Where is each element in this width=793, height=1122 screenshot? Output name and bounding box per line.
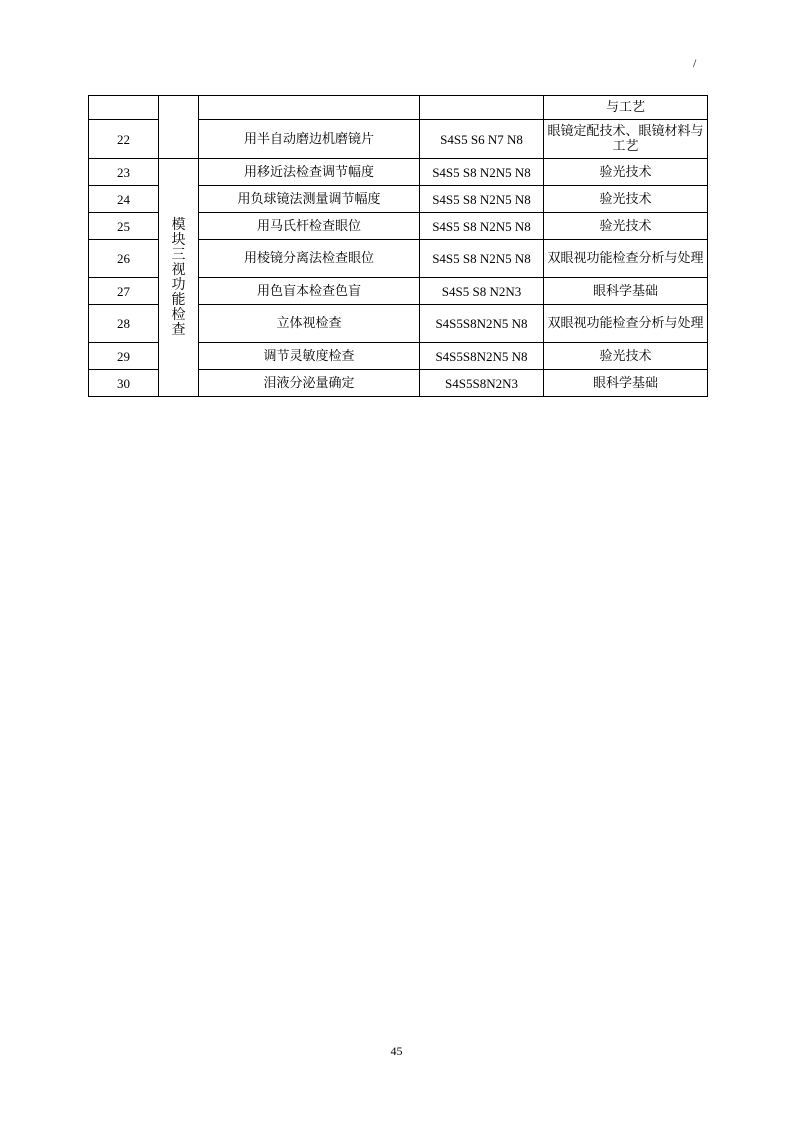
row-number	[89, 96, 159, 120]
item-name: 用半自动磨边机磨镜片	[199, 120, 420, 159]
item-name: 用移近法检查调节幅度	[199, 159, 420, 186]
module-char: 模	[171, 216, 186, 233]
row-number: 30	[89, 370, 159, 397]
ability-code: S4S5S8N2N5 N8	[420, 343, 544, 370]
skills-table	[88, 95, 708, 397]
course-name: 眼科学基础	[544, 370, 708, 397]
course-name: 验光技术	[544, 213, 708, 240]
item-name: 用负球镜法测量调节幅度	[199, 186, 420, 213]
course-name: 双眼视功能检查分析与处理	[544, 240, 708, 278]
item-name	[199, 96, 420, 120]
item-name: 用棱镜分离法检查眼位	[199, 240, 420, 278]
ability-code: S4S5 S8 N2N5 N8	[420, 213, 544, 240]
module-char: 视	[171, 261, 186, 278]
table-row	[89, 96, 708, 120]
course-name: 验光技术	[544, 159, 708, 186]
ability-code: S4S5S8N2N5 N8	[420, 305, 544, 343]
item-name: 用马氏杆检查眼位	[199, 213, 420, 240]
module-cell-prev	[159, 96, 199, 159]
module-char: 检	[171, 306, 186, 323]
row-number: 25	[89, 213, 159, 240]
item-name: 泪液分泌量确定	[199, 370, 420, 397]
ability-code: S4S5 S6 N7 N8	[420, 120, 544, 159]
row-number: 28	[89, 305, 159, 343]
row-number: 26	[89, 240, 159, 278]
course-name: 验光技术	[544, 343, 708, 370]
module-char: 块	[171, 231, 186, 248]
ability-code: S4S5S8N2N3	[420, 370, 544, 397]
row-number: 24	[89, 186, 159, 213]
row-number: 29	[89, 343, 159, 370]
ability-code: S4S5 S8 N2N5 N8	[420, 240, 544, 278]
module-char: 查	[171, 321, 186, 338]
ability-code: S4S5 S8 N2N5 N8	[420, 159, 544, 186]
ability-code: S4S5 S8 N2N5 N8	[420, 186, 544, 213]
ability-code	[420, 96, 544, 120]
module-char: 功	[171, 276, 186, 293]
row-number: 22	[89, 120, 159, 159]
module-char: 三	[171, 246, 186, 263]
row-number: 27	[89, 278, 159, 305]
course-name: 与工艺	[544, 96, 708, 120]
module-cell	[159, 159, 199, 397]
course-name: 双眼视功能检查分析与处理	[544, 305, 708, 343]
module-char: 能	[171, 291, 186, 308]
corner-mark: /	[693, 56, 697, 70]
course-name: 眼科学基础	[544, 278, 708, 305]
item-name: 用色盲本检查色盲	[199, 278, 420, 305]
row-number: 23	[89, 159, 159, 186]
course-name: 眼镜定配技术、眼镜材料与工艺	[544, 120, 708, 159]
ability-code: S4S5 S8 N2N3	[420, 278, 544, 305]
page-number: 45	[390, 1044, 403, 1058]
item-name: 立体视检查	[199, 305, 420, 343]
item-name: 调节灵敏度检查	[199, 343, 420, 370]
table-row	[89, 159, 708, 186]
course-name: 验光技术	[544, 186, 708, 213]
